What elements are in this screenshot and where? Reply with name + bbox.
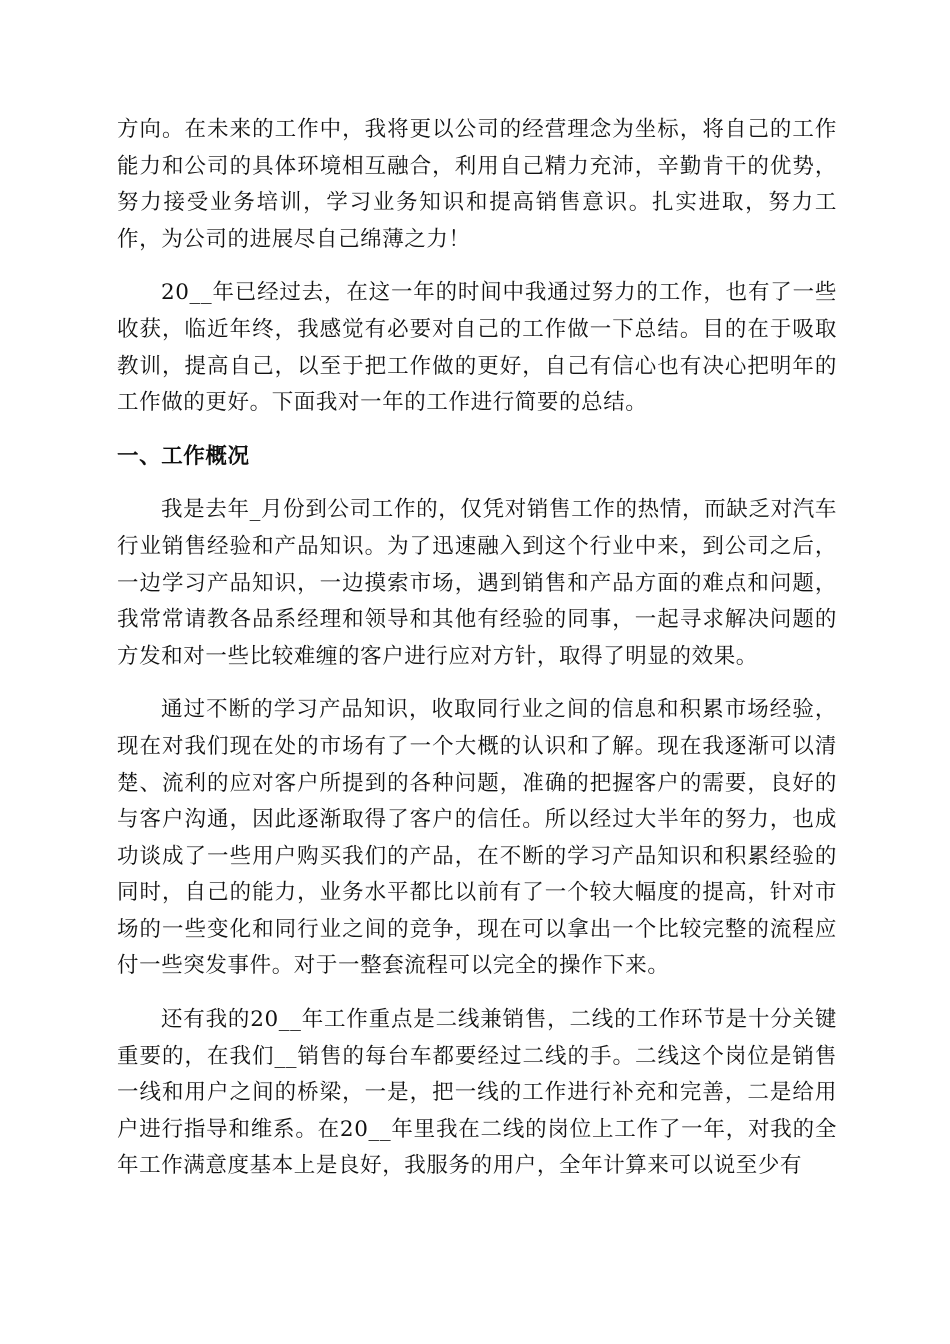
section-heading-overview: 一、工作概况 (117, 443, 250, 469)
paragraph-overview: 我是去年_月份到公司工作的，仅凭对销售工作的热情，而缺乏对汽车行业销售经验和产品知识。为了迅速融入到这个行业中来，到公司之后，一边学习产品知识，一边摸索市场，遇到销售和产品方面的难点和问题，我常常请教各品系经理和领导和其他有经验的同事，一起寻求解决问题的方发和对一些比较难缠的客户进行应对方针，取得了明显的效果。 (117, 497, 837, 669)
paragraph-intro: 20__年已经过去，在这一年的时间中我通过努力的工作，也有了一些收获，临近年终，我感觉有必要对自己的工作做一下总结。目的在于吸取教训，提高自己，以至于把工作做的更好，自己有信心也有决心把明年的工作做的更好。下面我对一年的工作进行简要的总结。 (117, 280, 837, 416)
paragraph-learning: 通过不断的学习产品知识，收取同行业之间的信息和积累市场经验，现在对我们现在处的市场有了一个大概的认识和了解。现在我逐渐可以清楚、流利的应对客户所提到的各种问题，准确的把握客户的需要，良好的与客户沟通，因此逐渐取得了客户的信任。所以经过大半年的努力，也成功谈成了一些用户购买我们的产品，在不断的学习产品知识和积累经验的同时，自己的能力，业务水平都比以前有了一个较大幅度的提高，针对市场的一些变化和同行业之间的竞争，现在可以拿出一个比较完整的流程应付一些突发事件。对于一整套流程可以完全的操作下来。 (117, 697, 837, 979)
paragraph-closing: 方向。在未来的工作中，我将更以公司的经营理念为坐标，将自己的工作能力和公司的具体环境相互融合，利用自己精力充沛，辛勤肯干的优势，努力接受业务培训，学习业务知识和提高销售意识。扎实进取，努力工作，为公司的进展尽自己绵薄之力！ (117, 117, 837, 252)
document-page (117, 112, 837, 1185)
paragraph-second-line: 还有我的20__年工作重点是二线兼销售，二线的工作环节是十分关键重要的，在我们__销售的每台车都要经过二线的手。二线这个岗位是销售一线和用户之间的桥梁，一是，把一线的工作进行补充和完善，二是给用户进行指导和维系。在20__年里我在二线的岗位上工作了一年，对我的全年工作满意度基本上是良好，我服务的用户，全年计算来可以说至少有 (117, 1007, 837, 1179)
